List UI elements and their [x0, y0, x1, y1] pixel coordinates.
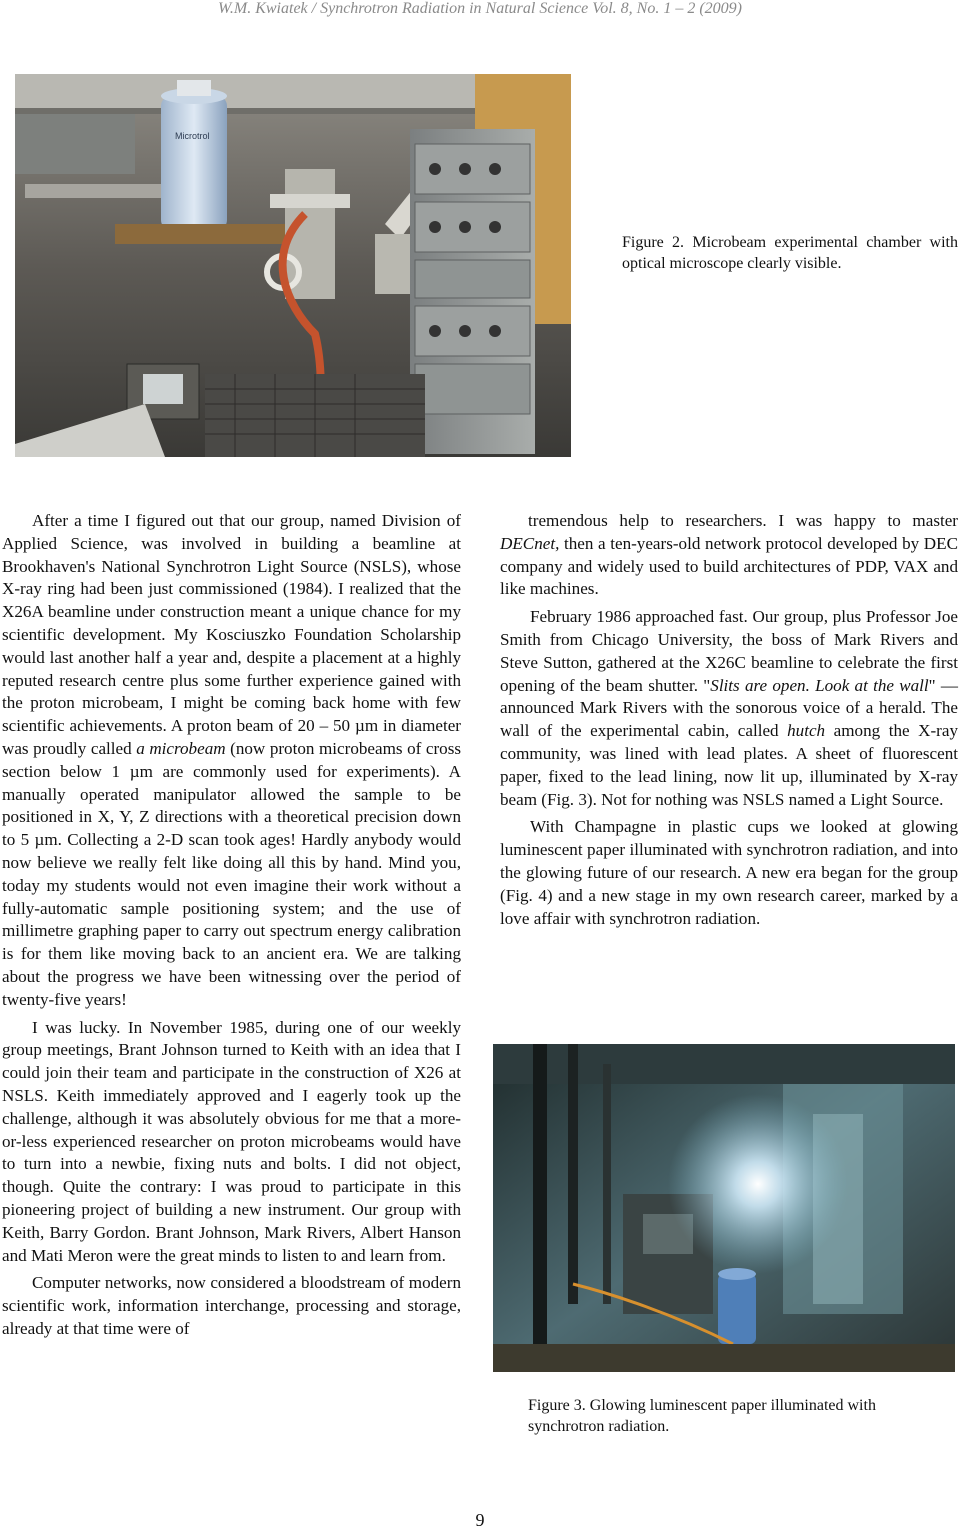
- glowing-paper-illustration: [493, 1044, 955, 1372]
- right-text-column: [500, 510, 958, 935]
- figure-3-caption: Figure 3. Glowing luminescent paper illuminated with synchrotron radiation.: [528, 1397, 876, 1435]
- paragraph: tremendous help to researchers. I was happy to master DECnet, then a ten-years-old network protocol developed by DEC company and widely used to build architectures of PDP, VAX and like machines.: [500, 511, 958, 599]
- left-text-column: [2, 510, 461, 1346]
- paragraph: After a time I figured out that our group, named Division of Applied Science, was involved in building a beamline at Brookhaven's National Synchrotron Light Source (NSLS), whose X-ray ring had been just commissioned (1984). I realized that the X26A beamline under construction meant a unique chance for my scientific development. My Kosciuszko Foundation Scholarship would last another half a year and, despite a placement at a highly reputed research centre plus some further experience gained with the proton microbeam, I might be coming back home with few scientific achievements. A proton beam of 20 – 50 µm in diameter was proudly called a microbeam (now proton microbeams of cross section below 1 µm are commonly used for experiments). A manually operated manipulator allowed the sample to be positioned in X, Y, Z directions with a theoretical precision down to 5 µm. Collecting a 2-D scan took ages! Hardly anybody would now believe we really felt like doing all this by hand. Mind you, today my students would not even imagine their work without a fully-automatic sample positioning system; and the use of millimetre graphing paper to carry out spectrum energy calibration is for them like moving back to an ancient era. We are talking about the progress we have been witnessing over the period of twenty-five years!: [2, 511, 462, 1009]
- dewar-label: Microtrol: [175, 131, 210, 141]
- paragraph: I was lucky. In November 1985, during one of our weekly group meetings, Brant Johnson turned to Keith with an idea that I could join their team and participate in the construction of X26 at NSLS. Keith immediately approved and I eagerly took up the challenge, although it was absolutely obvious for me that a more-or-less experienced researcher on proton microbeams would have to turn into a newbie, fixing nuts and bolts. I did not object, though. Quite the contrary: I was proud to participate in this pioneering project of building a new instrument. Our group with Keith, Barry Gordon. Brant Johnson, Mark Rivers, Albert Hanson and Mati Meron were the great minds to listen to and learn from.: [2, 1017, 461, 1265]
- figure-2-photo: [15, 74, 571, 457]
- figure-3-photo: [493, 1044, 955, 1372]
- page-number: 9: [475, 1510, 485, 1530]
- figure-2-caption: Figure 2. Microbeam experimental chamber with optical microscope clearly visible.: [622, 234, 958, 272]
- lab-equipment-illustration: [15, 74, 571, 457]
- paragraph: February 1986 approached fast. Our group, plus Professor Joe Smith from Chicago University, the boss of Mark Rivers and Steve Sutton, gathered at the X26C beamline to celebrate the first opening of the beam shutter. "Slits are open. Look at the wall" — announced Mark Rivers with the sonorous voice of a herald. The wall of the experimental cabin, called hutch among the X-ray community, was lined with lead plates. A sheet of fluorescent paper, fixed to the lead lining, now lit up, illuminated by X-ray beam (Fig. 3). Not for nothing was NSLS named a Light Source.: [500, 607, 959, 809]
- running-header: W.M. Kwiatek / Synchrotron Radiation in Natural Science Vol. 8, No. 1 – 2 (2009): [218, 0, 742, 17]
- paragraph: With Champagne in plastic cups we looked at glowing luminescent paper illuminated with synchrotron radiation, and into the glowing future of our research. A new era began for the group (Fig. 4) and a new stage in my own research career, marked by a love affair with synchrotron radiation.: [500, 817, 958, 928]
- paragraph: Computer networks, now considered a bloodstream of modern scientific work, information interchange, processing and storage, already at that time were of: [2, 1273, 461, 1338]
